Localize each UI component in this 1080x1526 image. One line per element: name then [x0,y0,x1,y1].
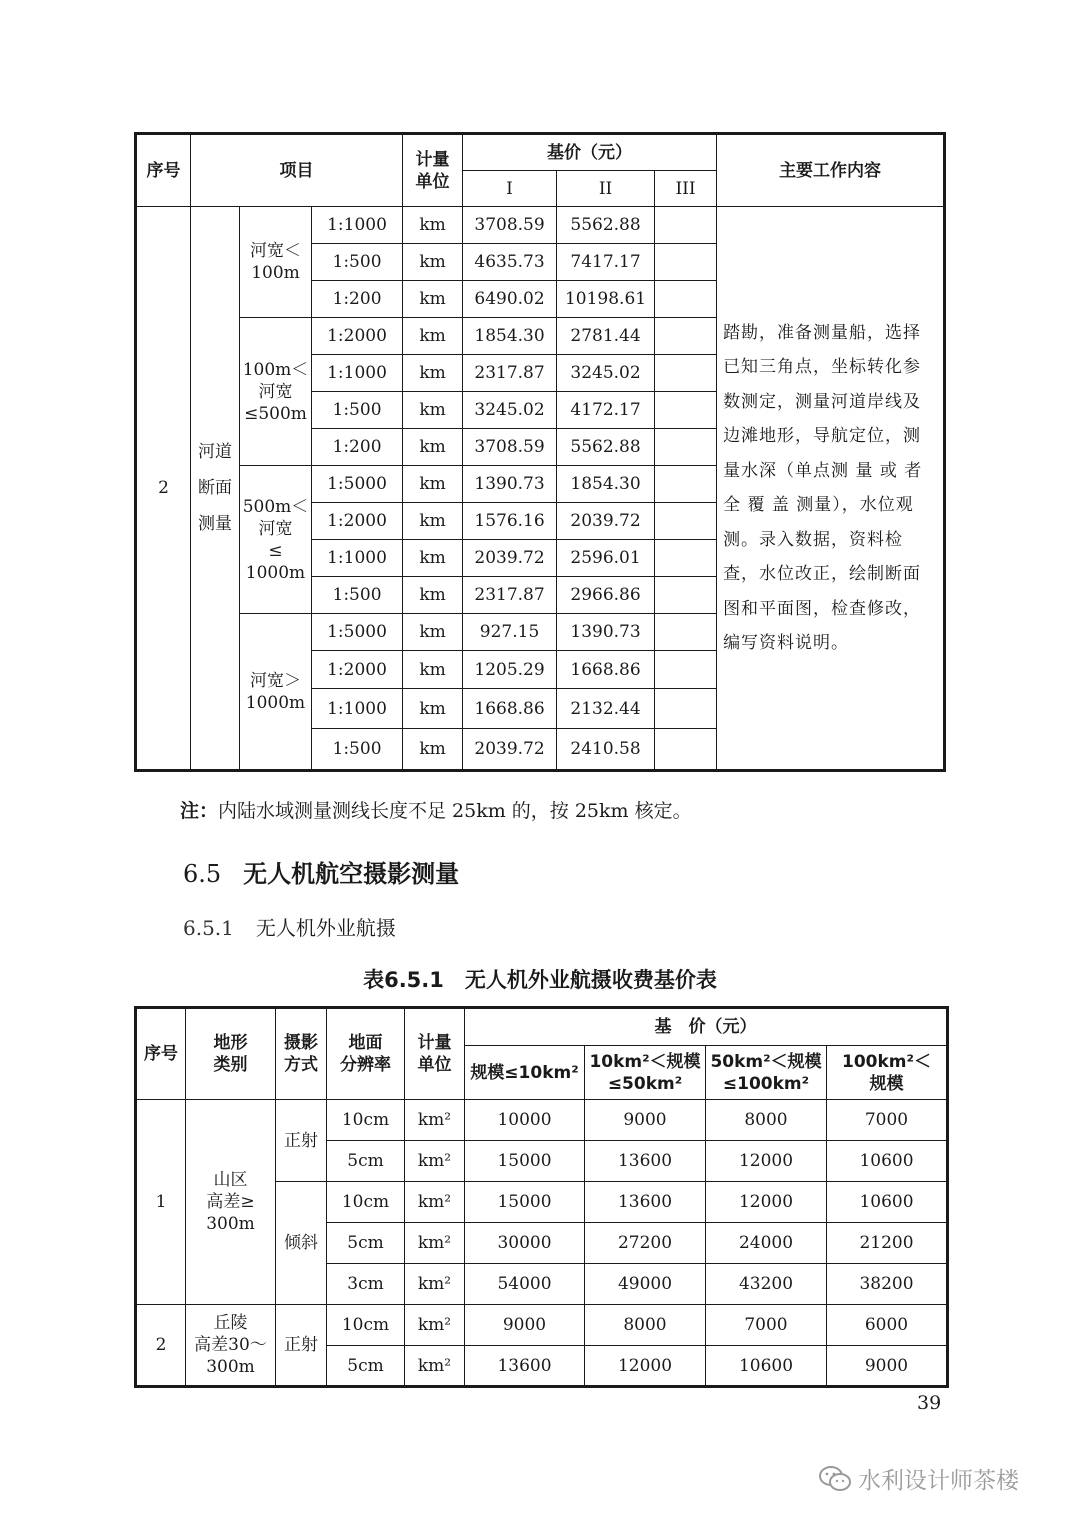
item-line: 断面 [198,478,232,498]
header-scale-4 [827,1046,948,1100]
scale-cell: 1:2000 [312,651,403,689]
price-cell: 10600 [827,1141,948,1182]
header-mode-line1: 摄影 [284,1033,318,1053]
uav-aerial-photography-table [134,1006,949,1388]
table-row [136,207,945,244]
price-2-cell: 2039.72 [557,503,655,540]
price-2-cell: 2132.44 [557,689,655,729]
mode-cell: 正射 [276,1305,327,1387]
header-unit-line1: 计量 [417,1033,452,1053]
note-label: 注： [180,800,219,822]
main-work-line: 数测定，测量河道岸线及 [723,391,922,412]
item-line: 河道 [198,442,232,462]
price-3-cell [655,318,717,355]
unit-cell: km² [405,1264,465,1305]
item-cell [191,207,240,771]
unit-cell: km [403,729,463,771]
price-2-cell: 1668.86 [557,651,655,689]
price-cell: 8000 [585,1305,706,1346]
main-work-line: 图和平面图，检查修改， [723,598,922,619]
header-grade-2: II [557,171,655,207]
table-row [136,1100,948,1141]
range-line: 100m＜ [242,359,309,380]
price-1-cell: 3245.02 [463,392,557,429]
unit-cell: km² [405,1305,465,1346]
main-work-cell [717,207,945,771]
header-scale-3 [706,1046,827,1100]
price-cell: 9000 [827,1346,948,1387]
unit-cell: km [403,281,463,318]
price-1-cell: 1576.16 [463,503,557,540]
header-resolution-line1: 地面 [348,1033,383,1053]
main-work-line: 量水深（单点测 量 或 者 [723,460,923,481]
range-cell [240,318,312,466]
mode-cell: 倾斜 [276,1182,327,1305]
seq-cell: 2 [136,207,191,771]
price-cell: 43200 [706,1264,827,1305]
range-cell [240,614,312,771]
main-work-line: 踏勘，准备测量船，选择 [723,322,922,343]
price-3-cell [655,392,717,429]
main-work-line: 已知三角点，坐标转化参 [723,357,922,377]
header-scale-2 [585,1046,706,1100]
resolution-cell: 5cm [327,1346,405,1387]
price-3-cell [655,466,717,503]
price-cell: 27200 [585,1223,706,1264]
table-note [180,796,692,823]
scale-cell: 1:1000 [312,207,403,244]
header-unit-line1: 计量 [415,149,450,170]
unit-cell: km [403,318,463,355]
seq-cell: 2 [136,1305,186,1387]
price-cell: 30000 [465,1223,585,1264]
price-1-cell: 4635.73 [463,244,557,281]
price-3-cell [655,577,717,614]
seq-cell: 1 [136,1100,186,1305]
price-cell: 49000 [585,1264,706,1305]
header-scale-1 [465,1046,585,1100]
price-cell: 12000 [585,1346,706,1387]
resolution-cell: 5cm [327,1223,405,1264]
price-1-cell: 2039.72 [463,540,557,577]
main-work-line: 编写资料说明。 [723,633,850,653]
price-1-cell: 2317.87 [463,577,557,614]
header-grade-3: III [655,171,717,207]
unit-cell: km [403,355,463,392]
price-2-cell: 2596.01 [557,540,655,577]
price-2-cell: 10198.61 [557,281,655,318]
header-base-price: 基价（元） [463,134,717,171]
price-2-cell: 5562.88 [557,429,655,466]
resolution-cell: 10cm [327,1100,405,1141]
price-cell: 21200 [827,1223,948,1264]
header-seq: 序号 [136,134,191,207]
header-unit-line2: 单位 [417,1055,452,1075]
unit-cell: km² [405,1346,465,1387]
scale-cell: 1:2000 [312,503,403,540]
price-cell: 7000 [706,1305,827,1346]
terrain-line: 高差30～ [194,1335,267,1355]
price-3-cell [655,689,717,729]
price-cell: 6000 [827,1305,948,1346]
price-2-cell: 1854.30 [557,466,655,503]
price-cell: 12000 [706,1182,827,1223]
header-grade-1: I [463,171,557,207]
main-work-line: 边滩地形，导航定位，测 [723,426,922,446]
header-item: 项目 [191,134,403,207]
price-2-cell: 2781.44 [557,318,655,355]
unit-cell: km [403,429,463,466]
unit-cell: km [403,466,463,503]
price-cell: 7000 [827,1100,948,1141]
price-cell: 15000 [465,1141,585,1182]
unit-cell: km [403,503,463,540]
price-cell: 10600 [827,1182,948,1223]
price-cell: 13600 [585,1182,706,1223]
range-line: 河宽＞ [250,670,301,691]
item-line: 测量 [198,514,232,534]
unit-cell: km² [405,1223,465,1264]
price-3-cell [655,651,717,689]
range-line: ≤500m [244,403,307,424]
section-title: 无人机航空摄影测量 [243,860,460,888]
subsection-title: 无人机外业航摄 [255,916,396,940]
price-cell: 15000 [465,1182,585,1223]
terrain-line: 山区 [213,1170,248,1190]
note-text: 内陆水域测量测线长度不足 25km 的，按 25km 核定。 [218,800,692,822]
price-3-cell [655,614,717,651]
header-terrain-line2: 类别 [213,1055,248,1075]
price-1-cell: 2317.87 [463,355,557,392]
unit-cell: km [403,689,463,729]
price-2-cell: 7417.17 [557,244,655,281]
resolution-cell: 10cm [327,1182,405,1223]
price-cell: 12000 [706,1141,827,1182]
header-scale-3-line2: ≤100km² [722,1073,810,1094]
unit-cell: km² [405,1141,465,1182]
price-3-cell [655,207,717,244]
terrain-line: 300m [206,1357,255,1377]
scale-cell: 1:500 [312,392,403,429]
price-cell: 24000 [706,1223,827,1264]
price-3-cell [655,244,717,281]
price-1-cell: 1205.29 [463,651,557,689]
range-line: ≤ [268,540,283,561]
price-3-cell [655,281,717,318]
header-mode [276,1008,327,1100]
price-3-cell [655,540,717,577]
price-3-cell [655,429,717,466]
price-cell: 10000 [465,1100,585,1141]
header-scale-1-line1: 规模≤10km² [470,1062,579,1083]
unit-cell: km² [405,1100,465,1141]
range-line: 河宽＜ [250,241,301,261]
header-resolution-line2: 分辨率 [340,1055,391,1075]
scale-cell: 1:500 [312,577,403,614]
price-cell: 54000 [465,1264,585,1305]
scale-cell: 1:5000 [312,614,403,651]
main-work-line: 全 覆 盖 测量），水位观 [723,495,914,515]
price-cell: 9000 [585,1100,706,1141]
header-seq: 序号 [136,1008,186,1100]
header-base-price: 基 价（元） [465,1008,948,1046]
price-cell: 9000 [465,1305,585,1346]
resolution-cell: 10cm [327,1305,405,1346]
range-cell [240,207,312,318]
header-scale-2-line2: ≤50km² [607,1073,683,1094]
scale-cell: 1:1000 [312,355,403,392]
unit-cell: km [403,651,463,689]
range-line: 河宽 [258,381,293,402]
subsection-number: 6.5.1 [183,916,234,940]
header-scale-4-line1: 100km²＜ [842,1051,931,1072]
terrain-cell [186,1305,276,1387]
header-unit [403,134,463,207]
scale-cell: 1:200 [312,281,403,318]
header-unit [405,1008,465,1100]
unit-cell: km [403,540,463,577]
price-cell: 8000 [706,1100,827,1141]
header-unit-line2: 单位 [415,171,450,192]
price-cell: 38200 [827,1264,948,1305]
table-caption: 表6.5.1 无人机外业航摄收费基价表 [363,968,717,992]
table-row [136,1305,948,1346]
unit-cell: km [403,392,463,429]
header-mode-line2: 方式 [284,1055,318,1075]
unit-cell: km [403,244,463,281]
subsection-heading [183,912,396,941]
price-2-cell: 3245.02 [557,355,655,392]
range-cell [240,466,312,614]
section-heading [183,854,459,889]
price-3-cell [655,729,717,771]
range-line: 1000m [245,562,306,583]
price-cell: 13600 [585,1141,706,1182]
price-1-cell: 1390.73 [463,466,557,503]
terrain-line: 丘陵 [213,1313,248,1333]
price-1-cell: 1668.86 [463,689,557,729]
header-resolution [327,1008,405,1100]
terrain-line: 高差≥ [206,1192,255,1212]
scale-cell: 1:500 [312,244,403,281]
scale-cell: 1:5000 [312,466,403,503]
price-3-cell [655,355,717,392]
header-terrain-line1: 地形 [213,1033,248,1053]
main-work-line: 查，水位改正，绘制断面 [723,564,922,584]
price-cell: 13600 [465,1346,585,1387]
scale-cell: 1:1000 [312,689,403,729]
range-line: 河宽 [258,518,293,539]
price-2-cell: 2410.58 [557,729,655,771]
scale-cell: 1:500 [312,729,403,771]
price-1-cell: 1854.30 [463,318,557,355]
terrain-cell [186,1100,276,1305]
range-line: 1000m [245,692,306,713]
header-terrain [186,1008,276,1100]
scale-cell: 1:200 [312,429,403,466]
scale-cell: 1:1000 [312,540,403,577]
price-2-cell: 4172.17 [557,392,655,429]
header-scale-4-line2: 规模 [869,1073,904,1094]
header-scale-3-line1: 50km²＜规模 [710,1051,822,1072]
price-2-cell: 5562.88 [557,207,655,244]
terrain-line: 300m [206,1214,255,1234]
price-cell: 10600 [706,1346,827,1387]
range-line: 500m＜ [242,496,309,517]
scale-cell: 1:2000 [312,318,403,355]
unit-cell: km² [405,1182,465,1223]
price-3-cell [655,503,717,540]
main-work-line: 测。录入数据，资料检 [723,529,904,550]
watermark-text: 水利设计师茶楼 [858,1468,1019,1494]
header-main-work: 主要工作内容 [717,134,945,207]
header-scale-2-line1: 10km²＜规模 [589,1051,701,1072]
mode-cell: 正射 [276,1100,327,1182]
unit-cell: km [403,207,463,244]
price-2-cell: 2966.86 [557,577,655,614]
watermark [818,1462,1019,1495]
page-number: 39 [917,1392,942,1414]
price-1-cell: 6490.02 [463,281,557,318]
unit-cell: km [403,577,463,614]
price-1-cell: 3708.59 [463,207,557,244]
price-1-cell: 3708.59 [463,429,557,466]
price-2-cell: 1390.73 [557,614,655,651]
price-1-cell: 2039.72 [463,729,557,771]
wechat-icon [818,1465,852,1493]
river-section-survey-table [134,132,946,772]
range-line: 100m [251,263,300,283]
unit-cell: km [403,614,463,651]
price-1-cell: 927.15 [463,614,557,651]
section-number: 6.5 [183,860,222,888]
resolution-cell: 3cm [327,1264,405,1305]
resolution-cell: 5cm [327,1141,405,1182]
